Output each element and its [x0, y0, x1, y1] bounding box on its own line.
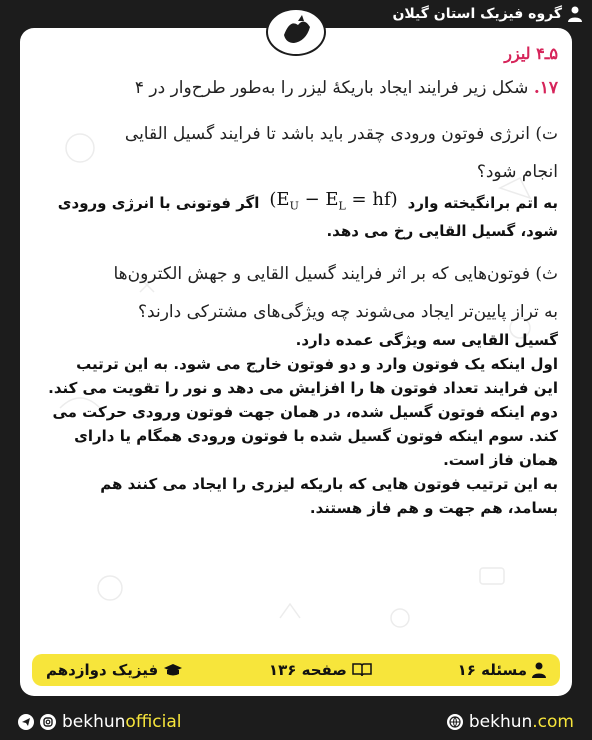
footer-problem-text: مسئله ۱۶: [457, 661, 527, 679]
social-handle[interactable]: [18, 712, 181, 732]
answer-s-line: بسامد، هم جهت و هم فاز هستند.: [309, 499, 558, 517]
footer-page: [269, 661, 372, 679]
handle-suffix: official: [125, 712, 182, 732]
user-icon: [568, 6, 582, 22]
graduation-cap-icon: [163, 663, 183, 677]
answer-t-line1: [34, 188, 558, 219]
footer-book-text: فیزیک دوازدهم: [46, 661, 159, 679]
book-icon: [352, 663, 372, 677]
bottom-bar: [0, 704, 592, 740]
answer-s-line: کند. سوم اینکه فوتون گسیل شده با فوتون ورودی همگام یا دارای: [74, 427, 558, 445]
content-card: [20, 28, 572, 696]
answer-s-line: به این ترتیب فوتون هایی که باریکه لیزری را ایجاد می کنند هم: [100, 475, 558, 493]
part-t-line1: ت) انرژی فوتون ورودی چقدر باید باشد تا فرایند گسیل القایی: [124, 124, 558, 144]
answer-t-line2: شود، گسیل القایی رخ می دهد.: [326, 221, 558, 240]
footer-book: [46, 661, 183, 679]
answer-t-after: اگر فوتونی با انرژی ورودی: [57, 194, 260, 213]
part-s-line1: ث) فوتون‌هایی که بر اثر فرایند گسیل القایی و جهش الکترون‌ها: [113, 264, 558, 284]
handle-prefix: bekhun: [62, 712, 126, 732]
answer-t-before: به اتم برانگیخته وارد: [407, 194, 558, 213]
logo-icon: [266, 8, 326, 56]
site-suffix: .com: [532, 712, 574, 732]
site-prefix: bekhun: [468, 712, 533, 732]
question-17-line: [34, 78, 558, 98]
group-label: [392, 6, 582, 22]
answer-s-line: این فرایند تعداد فوتون ها را افزایش می دهد و نور را تقویت می کند.: [48, 379, 558, 397]
section-title: ۵ـ۴ لیزر: [504, 44, 558, 63]
group-label-text: گروه فیزیک استان گیلان: [392, 6, 562, 22]
part-t-line2: انجام شود؟: [476, 162, 558, 182]
answer-s: [34, 328, 558, 520]
instagram-icon: [40, 714, 56, 730]
footer-bar: [32, 654, 560, 686]
answer-s-line: گسیل القایی سه ویژگی عمده دارد.: [295, 331, 558, 349]
footer-problem: [458, 661, 546, 679]
answer-t: [34, 188, 558, 243]
globe-icon: [447, 714, 463, 730]
telegram-icon: [18, 714, 34, 730]
energy-equation: $(E_U - E_L = hf)$: [269, 189, 398, 213]
footer-page-text: صفحه ۱۳۶: [268, 661, 347, 679]
answer-s-line: دوم اینکه فوتون گسیل شده، در همان جهت فوتون ورودی حرکت می: [52, 403, 558, 421]
question-17-text: شکل زیر فرایند ایجاد باریکهٔ لیزر را به‌طور طرح‌وار در ۴: [134, 78, 529, 98]
user-icon: [532, 662, 546, 678]
question-number: ۱۷.: [533, 78, 558, 98]
answer-s-line: همان فاز است.: [443, 451, 558, 469]
website-link[interactable]: [447, 712, 574, 732]
answer-s-line: اول اینکه یک فوتون وارد و دو فوتون خارج می شود. به این ترتیب: [76, 355, 558, 373]
part-s-line2: به تراز پایین‌تر ایجاد می‌شوند چه ویژگی‌های مشترکی دارند؟: [138, 302, 558, 322]
